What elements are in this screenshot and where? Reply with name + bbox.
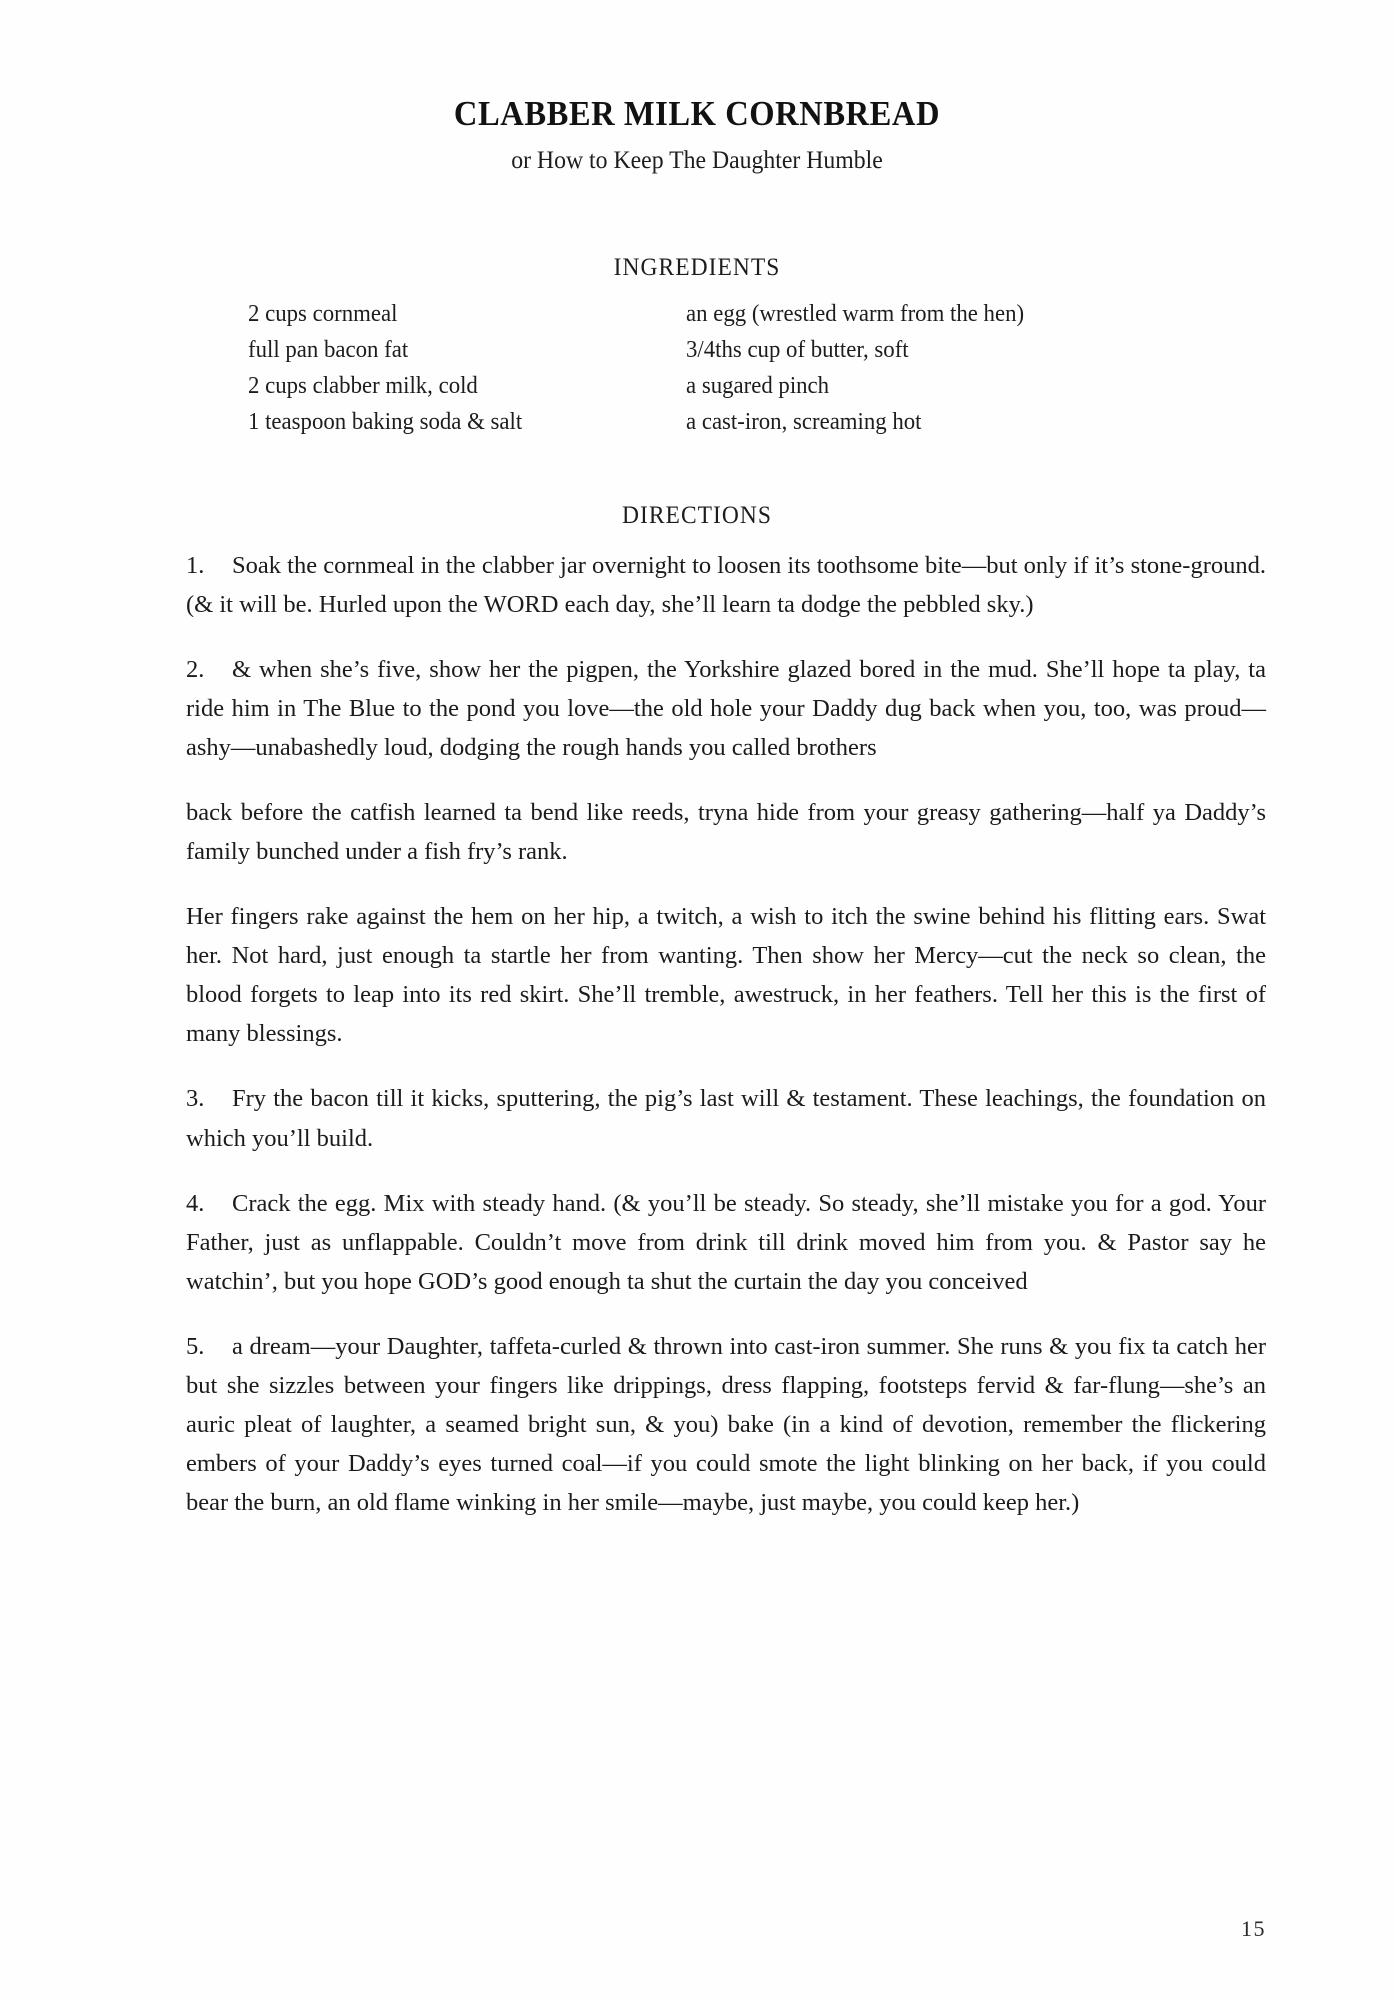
page-title: CLABBER MILK CORNBREAD <box>453 94 941 133</box>
step-text: Fry the bacon till it kicks, sputtering, the pig’s last will & testament. These leachings, the foundation on which you’ll build. <box>186 1085 1266 1152</box>
ingredient-item: 1 teaspoon baking soda & salt <box>248 408 523 435</box>
ingredients-list <box>0 296 1394 440</box>
ingredient-item: 2 cups cornmeal <box>248 300 398 327</box>
direction-step <box>186 897 1266 1053</box>
step-text: Soak the cornmeal in the clabber jar overnight to loosen its toothsome bite—but only if it’s stone-ground. (& it will be. Hurled upon the WORD each day, she’ll learn ta dodge the pebbled sky.) <box>186 551 1266 618</box>
title-block <box>0 96 1394 176</box>
page-subtitle: or How to Keep The Daughter Humble <box>511 146 883 174</box>
ingredients-heading: INGREDIENTS <box>613 253 781 281</box>
direction-step <box>186 1079 1266 1157</box>
step-text: Her fingers rake against the hem on her hip, a twitch, a wish to itch the swine behind his flitting ears. Swat her. Not hard, just enough ta startle her from wanting. Then show her Mercy—cut the neck so clean, the blood forgets to leap into its red skirt. She’ll tremble, awestruck, in her feathers. Tell her this is the first of many blessings. <box>186 903 1266 1048</box>
ingredient-item: an egg (wrestled warm from the hen) <box>686 300 1025 327</box>
direction-step <box>186 793 1266 871</box>
step-number: 1. <box>186 551 205 579</box>
direction-step <box>186 650 1266 767</box>
step-text: a dream—your Daughter, taffeta-curled & thrown into cast-iron summer. She runs & you fix ta catch her but she sizzles between your fingers like drippings, dress flapping, footsteps fervid & far-flung—she’s an auric pleat of laughter, a seamed bright sun, & you) bake (in a kind of devotion, remember the flickering embers of your Daddy’s eyes turned coal—if you could smote the light blinking on her back, if you could bear the burn, an old flame winking in her smile—maybe, just maybe, you could keep her.) <box>186 1332 1266 1516</box>
directions-heading: DIRECTIONS <box>621 501 773 529</box>
ingredient-item: 2 cups clabber milk, cold <box>248 372 478 399</box>
direction-step <box>186 1327 1266 1522</box>
ingredient-item: full pan bacon fat <box>248 336 409 363</box>
step-number: 4. <box>186 1189 205 1217</box>
direction-step <box>186 546 1266 624</box>
directions-body <box>0 546 1394 1522</box>
step-text: & when she’s five, show her the pigpen, the Yorkshire glazed bored in the mud. She’ll hope ta play, ta ride him in The Blue to the pond you love—the old hole your Daddy dug back when you, too, was proud—ashy—unabashedly loud, dodging the rough hands you called brothers <box>186 655 1266 761</box>
ingredient-item: a sugared pinch <box>686 372 830 399</box>
step-text: Crack the egg. Mix with steady hand. (& you’ll be steady. So steady, she’ll mistake you for a god. Your Father, just as unflappable. Couldn’t move from drink till drink moved him from you. & Pastor say he watchin’, but you hope GOD’s good enough ta shut the curtain the day you conceived <box>186 1189 1266 1295</box>
direction-step <box>186 1184 1266 1301</box>
ingredient-item: 3/4ths cup of butter, soft <box>686 336 909 363</box>
step-number: 5. <box>186 1332 205 1360</box>
step-number: 3. <box>186 1085 205 1113</box>
step-text: back before the catfish learned ta bend like reeds, tryna hide from your greasy gathering—half ya Daddy’s family bunched under a fish fry’s rank. <box>186 799 1266 866</box>
ingredient-item: a cast-iron, screaming hot <box>686 408 922 435</box>
step-number: 2. <box>186 655 205 683</box>
page-number: 15 <box>1241 1916 1266 1941</box>
